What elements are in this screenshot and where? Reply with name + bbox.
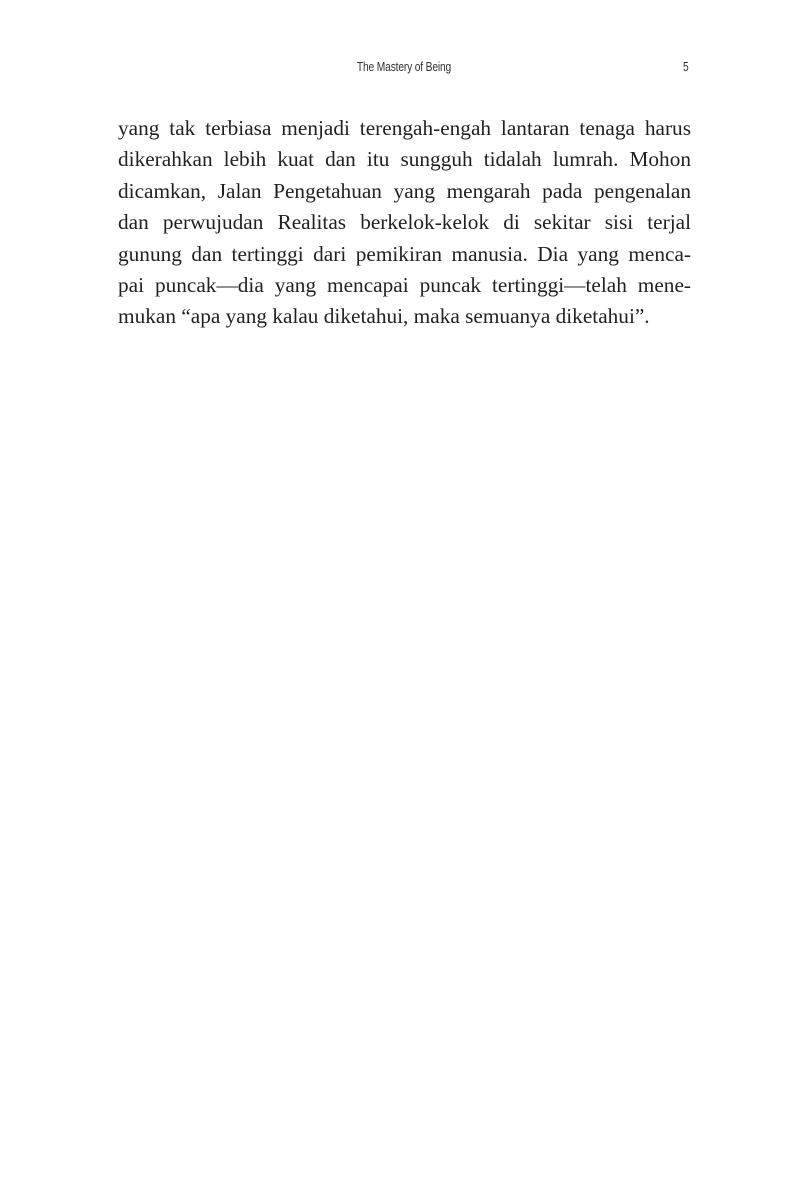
text-line: yang tak terbiasa menjadi terengah-engah lantaran tenaga harus [118,116,691,140]
text-line: dicamkan, Jalan Pengetahuan yang mengarah pada pengenalan [118,178,691,203]
text-line: dan perwujudan Realitas berkelok-kelok di sekitar sisi terjal [118,210,691,235]
page-number: 5 [683,60,689,74]
text-line: mukan “apa yang kalau diketahui, maka semuanya diketahui”. [118,304,650,329]
text-line: pai puncak—dia yang mencapai puncak tertinggi—telah mene- [118,272,691,297]
text-line: gunung dan tertinggi dari pemikiran manusia. Dia yang menca- [118,241,691,266]
body-paragraph [118,113,691,333]
running-header [0,60,797,78]
text-line: dikerahkan lebih kuat dan itu sungguh tidalah lumrah. Mohon [118,147,691,172]
running-title: The Mastery of Being [356,60,452,74]
